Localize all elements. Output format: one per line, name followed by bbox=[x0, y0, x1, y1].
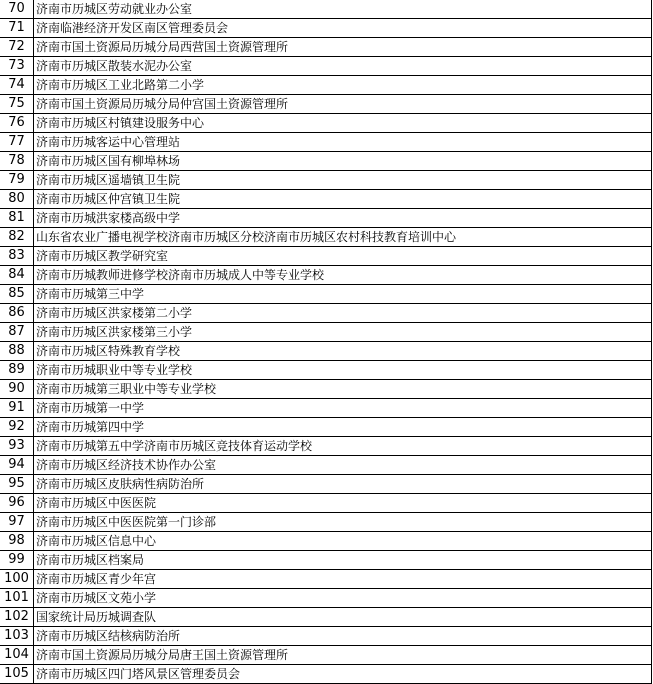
table-row bbox=[0, 437, 652, 456]
row-number-cell[interactable]: 103 bbox=[0, 627, 34, 646]
row-number-cell[interactable]: 100 bbox=[0, 570, 34, 589]
table-row bbox=[0, 76, 652, 95]
row-number-cell[interactable]: 98 bbox=[0, 532, 34, 551]
row-number-cell[interactable]: 87 bbox=[0, 323, 34, 342]
table-row bbox=[0, 304, 652, 323]
unit-name-cell[interactable]: 济南市历城区洪家楼第二小学 bbox=[34, 304, 652, 323]
row-number-cell[interactable]: 77 bbox=[0, 133, 34, 152]
table-row bbox=[0, 133, 652, 152]
unit-name-cell[interactable]: 山东省农业广播电视学校济南市历城区分校济南市历城区农村科技教育培训中心 bbox=[34, 228, 652, 247]
unit-name-cell[interactable]: 济南市历城区中医医院第一门诊部 bbox=[34, 513, 652, 532]
unit-name-cell[interactable]: 济南市历城洪家楼高级中学 bbox=[34, 209, 652, 228]
unit-name-cell[interactable]: 济南市历城第五中学济南市历城区竞技体育运动学校 bbox=[34, 437, 652, 456]
table-row bbox=[0, 114, 652, 133]
table-row bbox=[0, 19, 652, 38]
table-row bbox=[0, 0, 652, 19]
table-row bbox=[0, 152, 652, 171]
unit-name-cell[interactable]: 济南市历城第四中学 bbox=[34, 418, 652, 437]
unit-name-cell[interactable]: 济南市历城区皮肤病性病防治所 bbox=[34, 475, 652, 494]
table-row bbox=[0, 570, 652, 589]
unit-name-cell[interactable]: 济南市历城教师进修学校济南市历城成人中等专业学校 bbox=[34, 266, 652, 285]
row-number-cell[interactable]: 84 bbox=[0, 266, 34, 285]
row-number-cell[interactable]: 105 bbox=[0, 665, 34, 684]
row-number-cell[interactable]: 70 bbox=[0, 0, 34, 19]
table-row bbox=[0, 190, 652, 209]
table-row bbox=[0, 399, 652, 418]
row-number-cell[interactable]: 74 bbox=[0, 76, 34, 95]
unit-name-cell[interactable]: 济南市历城区结核病防治所 bbox=[34, 627, 652, 646]
table-row bbox=[0, 532, 652, 551]
unit-name-cell[interactable]: 济南市历城客运中心管理站 bbox=[34, 133, 652, 152]
unit-name-cell[interactable]: 济南市历城区四门塔风景区管理委员会 bbox=[34, 665, 652, 684]
table-row bbox=[0, 57, 652, 76]
unit-name-cell[interactable]: 济南市历城区教学研究室 bbox=[34, 247, 652, 266]
table-row bbox=[0, 285, 652, 304]
table-row bbox=[0, 418, 652, 437]
unit-name-cell[interactable]: 济南市历城第三中学 bbox=[34, 285, 652, 304]
table-row bbox=[0, 323, 652, 342]
unit-name-cell[interactable]: 国家统计局历城调查队 bbox=[34, 608, 652, 627]
row-number-cell[interactable]: 79 bbox=[0, 171, 34, 190]
row-number-cell[interactable]: 76 bbox=[0, 114, 34, 133]
row-number-cell[interactable]: 102 bbox=[0, 608, 34, 627]
row-number-cell[interactable]: 73 bbox=[0, 57, 34, 76]
table-row bbox=[0, 456, 652, 475]
row-number-cell[interactable]: 97 bbox=[0, 513, 34, 532]
table-row bbox=[0, 171, 652, 190]
unit-name-cell[interactable]: 济南市历城第一中学 bbox=[34, 399, 652, 418]
table-row bbox=[0, 380, 652, 399]
table-row bbox=[0, 342, 652, 361]
row-number-cell[interactable]: 91 bbox=[0, 399, 34, 418]
row-number-cell[interactable]: 82 bbox=[0, 228, 34, 247]
row-number-cell[interactable]: 72 bbox=[0, 38, 34, 57]
unit-name-cell[interactable]: 济南市历城区经济技术协作办公室 bbox=[34, 456, 652, 475]
unit-name-cell[interactable]: 济南市历城职业中等专业学校 bbox=[34, 361, 652, 380]
table-row bbox=[0, 38, 652, 57]
row-number-cell[interactable]: 88 bbox=[0, 342, 34, 361]
row-number-cell[interactable]: 99 bbox=[0, 551, 34, 570]
table-row bbox=[0, 247, 652, 266]
row-number-cell[interactable]: 95 bbox=[0, 475, 34, 494]
row-number-cell[interactable]: 94 bbox=[0, 456, 34, 475]
row-number-cell[interactable]: 81 bbox=[0, 209, 34, 228]
unit-name-cell[interactable]: 济南市历城区仲宫镇卫生院 bbox=[34, 190, 652, 209]
row-number-cell[interactable]: 83 bbox=[0, 247, 34, 266]
table-row bbox=[0, 589, 652, 608]
unit-name-cell[interactable]: 济南市历城区工业北路第二小学 bbox=[34, 76, 652, 95]
unit-name-cell[interactable]: 济南市历城区中医医院 bbox=[34, 494, 652, 513]
table-row bbox=[0, 475, 652, 494]
table-row bbox=[0, 494, 652, 513]
table-row bbox=[0, 513, 652, 532]
unit-name-cell[interactable]: 济南市历城区劳动就业办公室 bbox=[34, 0, 652, 19]
table-row bbox=[0, 627, 652, 646]
table-row bbox=[0, 266, 652, 285]
row-number-cell[interactable]: 85 bbox=[0, 285, 34, 304]
unit-name-cell[interactable]: 济南市历城区档案局 bbox=[34, 551, 652, 570]
table-row bbox=[0, 551, 652, 570]
row-number-cell[interactable]: 86 bbox=[0, 304, 34, 323]
unit-name-cell[interactable]: 济南市历城区青少年宫 bbox=[34, 570, 652, 589]
unit-name-cell[interactable]: 济南市国土资源局历城分局西营国土资源管理所 bbox=[34, 38, 652, 57]
table-row bbox=[0, 95, 652, 114]
row-number-cell[interactable]: 104 bbox=[0, 646, 34, 665]
unit-name-cell[interactable]: 济南市历城区遥墙镇卫生院 bbox=[34, 171, 652, 190]
unit-name-cell[interactable]: 济南市历城区特殊教育学校 bbox=[34, 342, 652, 361]
row-number-cell[interactable]: 93 bbox=[0, 437, 34, 456]
row-number-cell[interactable]: 92 bbox=[0, 418, 34, 437]
row-number-cell[interactable]: 71 bbox=[0, 19, 34, 38]
row-number-cell[interactable]: 89 bbox=[0, 361, 34, 380]
table-row bbox=[0, 209, 652, 228]
table-row bbox=[0, 665, 652, 684]
unit-name-cell[interactable]: 济南市历城区信息中心 bbox=[34, 532, 652, 551]
unit-name-cell[interactable]: 济南市历城区散装水泥办公室 bbox=[34, 57, 652, 76]
row-number-cell[interactable]: 90 bbox=[0, 380, 34, 399]
table-row bbox=[0, 228, 652, 247]
row-number-cell[interactable]: 78 bbox=[0, 152, 34, 171]
table-row bbox=[0, 361, 652, 380]
table-row bbox=[0, 646, 652, 665]
unit-name-cell[interactable]: 济南市历城第三职业中等专业学校 bbox=[34, 380, 652, 399]
table-row bbox=[0, 608, 652, 627]
unit-name-cell[interactable]: 济南市历城区文苑小学 bbox=[34, 589, 652, 608]
row-number-cell[interactable]: 101 bbox=[0, 589, 34, 608]
row-number-cell[interactable]: 80 bbox=[0, 190, 34, 209]
unit-name-cell[interactable]: 济南市国土资源局历城分局唐王国土资源管理所 bbox=[34, 646, 652, 665]
row-number-cell[interactable]: 96 bbox=[0, 494, 34, 513]
unit-name-cell[interactable]: 济南市历城区村镇建设服务中心 bbox=[34, 114, 652, 133]
unit-name-cell[interactable]: 济南市历城区国有柳埠林场 bbox=[34, 152, 652, 171]
unit-name-cell[interactable]: 济南市国土资源局历城分局仲宫国土资源管理所 bbox=[34, 95, 652, 114]
unit-name-cell[interactable]: 济南临港经济开发区南区管理委员会 bbox=[34, 19, 652, 38]
row-number-cell[interactable]: 75 bbox=[0, 95, 34, 114]
unit-name-cell[interactable]: 济南市历城区洪家楼第三小学 bbox=[34, 323, 652, 342]
